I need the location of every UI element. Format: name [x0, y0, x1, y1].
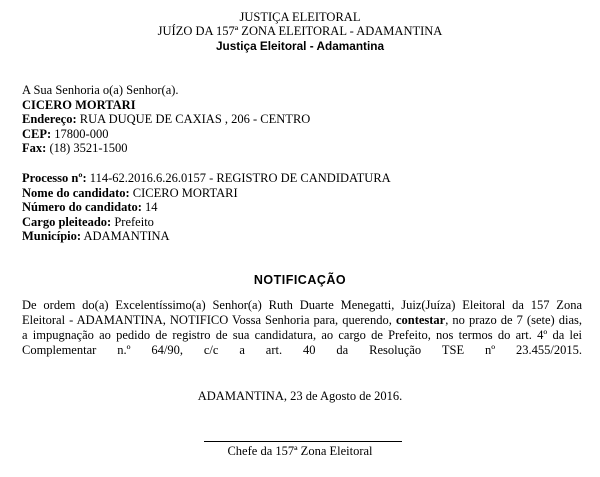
cep-row: [22, 127, 582, 142]
electoral-zone: JUÍZO DA 157ª ZONA ELEITORAL - ADAMANTINA: [157, 24, 443, 39]
notice-body: [22, 298, 582, 358]
candidate-label: Nome do candidato:: [22, 185, 130, 200]
fax-row: [22, 141, 582, 156]
process-value: 114-62.2016.6.26.0157 - REGISTRO DE CANDIDATURA: [89, 171, 391, 185]
candidate-value: CICERO MORTARI: [132, 185, 238, 200]
city-value: ADAMANTINA: [83, 229, 170, 244]
office-label: Cargo pleiteado:: [22, 214, 112, 229]
notice-title: NOTIFICAÇÃO: [253, 273, 347, 287]
notice-line-2-end: , no prazo de 7 (sete) dias,: [445, 313, 583, 327]
salutation: A Sua Senhoria o(a) Senhor(a).: [22, 83, 179, 97]
process-label: Processo nº:: [22, 171, 87, 185]
court-subtitle: Justiça Eleitoral - Adamantina: [215, 38, 385, 53]
notice-line-2: [22, 313, 582, 328]
process-block: [22, 171, 582, 244]
city-label: Município:: [22, 229, 82, 244]
number-value: 14: [145, 200, 158, 215]
cep-label: CEP:: [22, 126, 52, 141]
addressee-block: [22, 83, 582, 156]
fax-label: Fax:: [22, 141, 47, 156]
address-value: RUA DUQUE DE CAXIAS , 206 - CENTRO: [79, 112, 311, 127]
process-row: [22, 171, 582, 186]
signature-line: [204, 441, 402, 442]
city-row: [22, 229, 582, 244]
date-line: ADAMANTINA, 23 de Agosto de 2016.: [197, 389, 403, 403]
notice-line-3: a impugnação ao pedido de registro de sua candidatura, ao cargo de Prefeito, nos termos do art. 4º da lei: [22, 328, 582, 342]
notice-line-4: Complementar n.º 64/90, c/c a art. 40 da Resolução TSE nº 23.455/2015.: [22, 343, 582, 357]
contest-keyword: contestar: [395, 313, 446, 327]
notice-line-1: De ordem do(a) Excelentíssimo(a) Senhor(a) Ruth Duarte Menegatti, Juiz(Juíza) Eleitoral da 157 Zona: [22, 298, 582, 312]
addressee-name: CICERO MORTARI: [22, 97, 136, 112]
cep-value: 17800-000: [54, 126, 109, 141]
number-row: [22, 200, 582, 215]
document-header: [0, 10, 600, 53]
office-value: Prefeito: [114, 214, 154, 229]
address-label: Endereço:: [22, 112, 77, 127]
signature-caption: Chefe da 157ª Zona Eleitoral: [227, 444, 373, 458]
number-label: Número do candidato:: [22, 200, 142, 215]
court-name: JUSTIÇA ELEITORAL: [239, 10, 361, 24]
office-row: [22, 215, 582, 230]
notice-line-2-start: Eleitoral - ADAMANTINA, NOTIFICO Vossa Senhoria para, querendo,: [22, 313, 392, 327]
address-row: [22, 112, 582, 127]
candidate-row: [22, 186, 582, 201]
fax-value: (18) 3521-1500: [49, 141, 128, 156]
